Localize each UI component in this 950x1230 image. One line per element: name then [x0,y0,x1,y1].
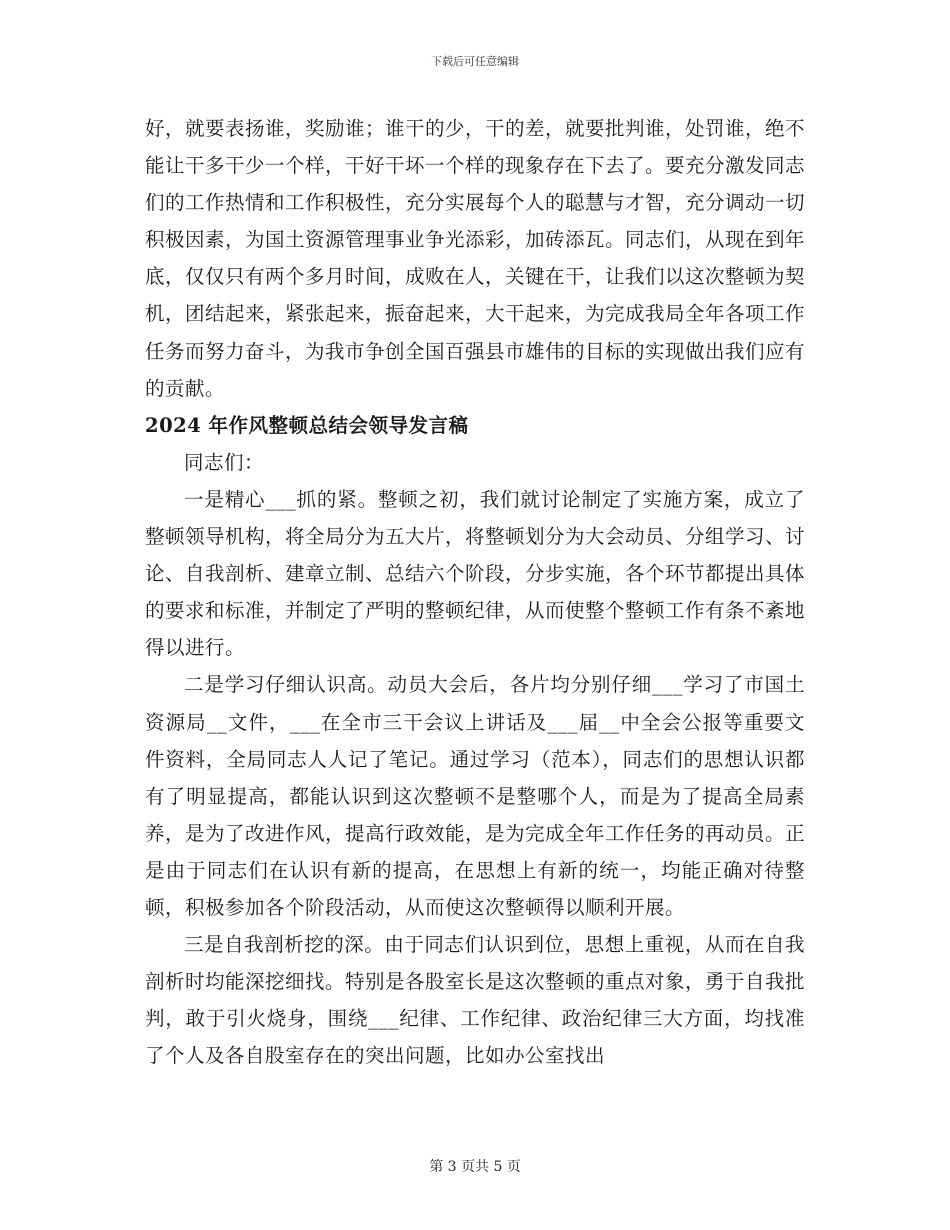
page-header: 下载后可任意编辑 [431,55,519,68]
paragraph-2: 二是学习仔细认识高。动员大会后，各片均分别仔细___学习了市国土资源局__文件，___在全市三干会议上讲话及___届__中全会公报等重要文件资料，全局同志人人记了笔记。通过学习（范本），同志们的思想认识都有了明显提高，都能认识到这次整顿不是整哪个人，而是为了提高全局素养，是为了改进作风，提高行政效能，是为完成全年工作任务的再动员。正是由于同志们在认识有新的提高，在思想上有新的统一，均能正确对待整顿，积极参加各个阶段活动，从而使这次整顿得以顺利开展。 [145,673,806,919]
paragraph-3: 三是自我剖析挖的深。由于同志们认识到位，思想上重视，从而在自我剖析时均能深挖细找。特别是各股室长是这次整顿的重点对象，勇于自我批判，敢于引火烧身，围绕___纪律、工作纪律、政治纪律三大方面，均找准了个人及各自股室存在的突出问题，比如办公室找出 [145,933,806,1068]
salutation: 同志们： [184,450,265,474]
page-footer: 第 3 页共 5 页 [429,1159,521,1175]
document-title: 2024 年作风整顿总结会领导发言稿 [145,413,469,437]
lead-paragraph: 好，就要表扬谁，奖励谁；谁干的少，干的差，就要批判谁，处罚谁，绝不能让干多干少一个样，干好干坏一个样的现象存在下去了。要充分激发同志们的工作热情和工作积极性，充分实展每个人的聪慧与才智，充分调动一切积极因素，为国土资源管理事业争光添彩，加砖添瓦。同志们，从现在到年底，仅仅只有两个多月时间，成败在人，关键在干，让我们以这次整顿为契机，团结起来，紧张起来，振奋起来，大干起来，为完成我局全年各项工作任务而努力奋斗，为我市争创全国百强县市雄伟的目标的实现做出我们应有的贡献。 [145,117,806,400]
paragraph-1: 一是精心___抓的紧。整顿之初，我们就讨论制定了实施方案，成立了整顿领导机构，将全局分为五大片，将整顿划分为大会动员、分组学习、讨论、自我剖析、建章立制、总结六个阶段，分步实施，各个环节都提出具体的要求和标准，并制定了严明的整顿纪律，从而使整个整顿工作有条不紊地得以进行。 [145,487,806,660]
document-body [145,110,805,1074]
